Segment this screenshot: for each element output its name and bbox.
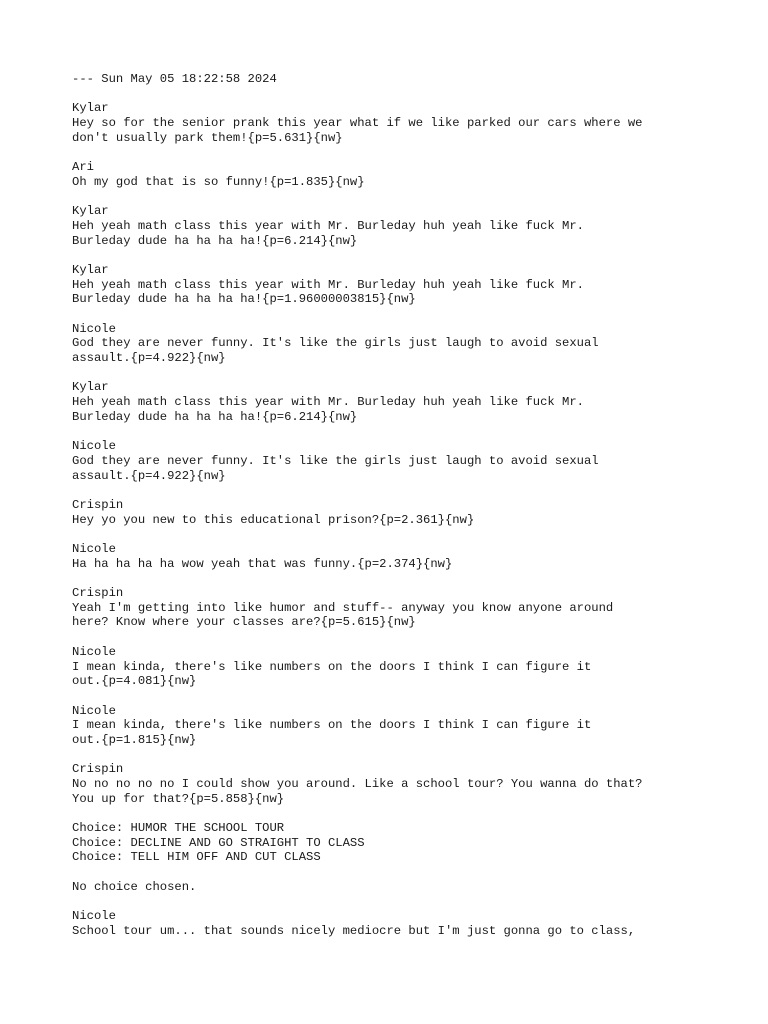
transcript-document bbox=[72, 72, 752, 953]
dialogue-line: School tour um... that sounds nicely mediocre but I'm just gonna go to class, bbox=[72, 923, 636, 938]
dialogue-entry bbox=[72, 322, 752, 366]
dialogue-line: God they are never funny. It's like the girls just laugh to avoid sexual bbox=[72, 453, 599, 468]
dialogue-line: I mean kinda, there's like numbers on the doors I think I can figure it bbox=[72, 718, 592, 733]
dialogue-line: You up for that?{p=5.858}{nw} bbox=[72, 791, 285, 806]
dialogue-line: Heh yeah math class this year with Mr. Burleday huh yeah like fuck Mr. bbox=[72, 395, 584, 410]
speaker-name: Kylar bbox=[72, 101, 109, 116]
speaker-name: Crispin bbox=[72, 762, 124, 777]
dialogue-entry bbox=[72, 160, 752, 189]
choice-result: No choice chosen. bbox=[72, 879, 197, 894]
dialogue-line: Burleday dude ha ha ha ha!{p=1.96000003815}{nw} bbox=[72, 292, 416, 307]
dialogue-line: don't usually park them!{p=5.631}{nw} bbox=[72, 130, 343, 145]
dialogue-entry bbox=[72, 586, 752, 630]
dialogue-entry bbox=[72, 101, 752, 145]
session-timestamp: --- Sun May 05 18:22:58 2024 bbox=[72, 72, 277, 86]
dialogue-line: Yeah I'm getting into like humor and stuff-- anyway you know anyone around bbox=[72, 600, 614, 615]
choice-item: Choice: DECLINE AND GO STRAIGHT TO CLASS bbox=[72, 835, 365, 850]
dialogue-entry bbox=[72, 704, 752, 748]
speaker-name: Kylar bbox=[72, 262, 109, 277]
dialogue-entry bbox=[72, 439, 752, 483]
dialogue-line: Burleday dude ha ha ha ha!{p=6.214}{nw} bbox=[72, 233, 358, 248]
speaker-name: Crispin bbox=[72, 497, 124, 512]
dialogue-entry bbox=[72, 645, 752, 689]
dialogue-line: Oh my god that is so funny!{p=1.835}{nw} bbox=[72, 174, 365, 189]
dialogue-line: Hey so for the senior prank this year what if we like parked our cars where we bbox=[72, 116, 643, 131]
speaker-name: Nicole bbox=[72, 644, 116, 659]
choice-item: Choice: TELL HIM OFF AND CUT CLASS bbox=[72, 850, 321, 865]
choice-item: Choice: HUMOR THE SCHOOL TOUR bbox=[72, 821, 285, 836]
dialogue-line: Burleday dude ha ha ha ha!{p=6.214}{nw} bbox=[72, 409, 358, 424]
dialogue-entry bbox=[72, 498, 752, 527]
speaker-name: Ari bbox=[72, 160, 94, 175]
dialogue-line: assault.{p=4.922}{nw} bbox=[72, 351, 226, 366]
dialogue-entry bbox=[72, 380, 752, 424]
speaker-name: Nicole bbox=[72, 909, 116, 924]
speaker-name: Kylar bbox=[72, 204, 109, 219]
dialogue-line: out.{p=4.081}{nw} bbox=[72, 674, 197, 689]
dialogue-line: here? Know where your classes are?{p=5.615}{nw} bbox=[72, 615, 416, 630]
dialogue-line: God they are never funny. It's like the girls just laugh to avoid sexual bbox=[72, 336, 599, 351]
dialogue-line: assault.{p=4.922}{nw} bbox=[72, 468, 226, 483]
session-header-block bbox=[72, 72, 752, 87]
dialogue-line: I mean kinda, there's like numbers on the doors I think I can figure it bbox=[72, 659, 592, 674]
dialogue-line: Heh yeah math class this year with Mr. Burleday huh yeah like fuck Mr. bbox=[72, 277, 584, 292]
dialogue-line: Heh yeah math class this year with Mr. Burleday huh yeah like fuck Mr. bbox=[72, 218, 584, 233]
choice-result-block bbox=[72, 880, 752, 895]
dialogue-line: Ha ha ha ha ha wow yeah that was funny.{p=2.374}{nw} bbox=[72, 556, 453, 571]
speaker-name: Nicole bbox=[72, 439, 116, 454]
dialogue-entry bbox=[72, 542, 752, 571]
speaker-name: Kylar bbox=[72, 380, 109, 395]
dialogue-entry bbox=[72, 204, 752, 248]
choice-list bbox=[72, 821, 752, 865]
speaker-name: Nicole bbox=[72, 703, 116, 718]
dialogue-entry bbox=[72, 762, 752, 806]
speaker-name: Crispin bbox=[72, 586, 124, 601]
dialogue-entry bbox=[72, 909, 752, 938]
speaker-name: Nicole bbox=[72, 321, 116, 336]
dialogue-line: out.{p=1.815}{nw} bbox=[72, 732, 197, 747]
dialogue-line: No no no no no I could show you around. Like a school tour? You wanna do that? bbox=[72, 777, 643, 791]
dialogue-entry bbox=[72, 263, 752, 307]
speaker-name: Nicole bbox=[72, 542, 116, 556]
dialogue-line: Hey yo you new to this educational prison?{p=2.361}{nw} bbox=[72, 512, 475, 527]
